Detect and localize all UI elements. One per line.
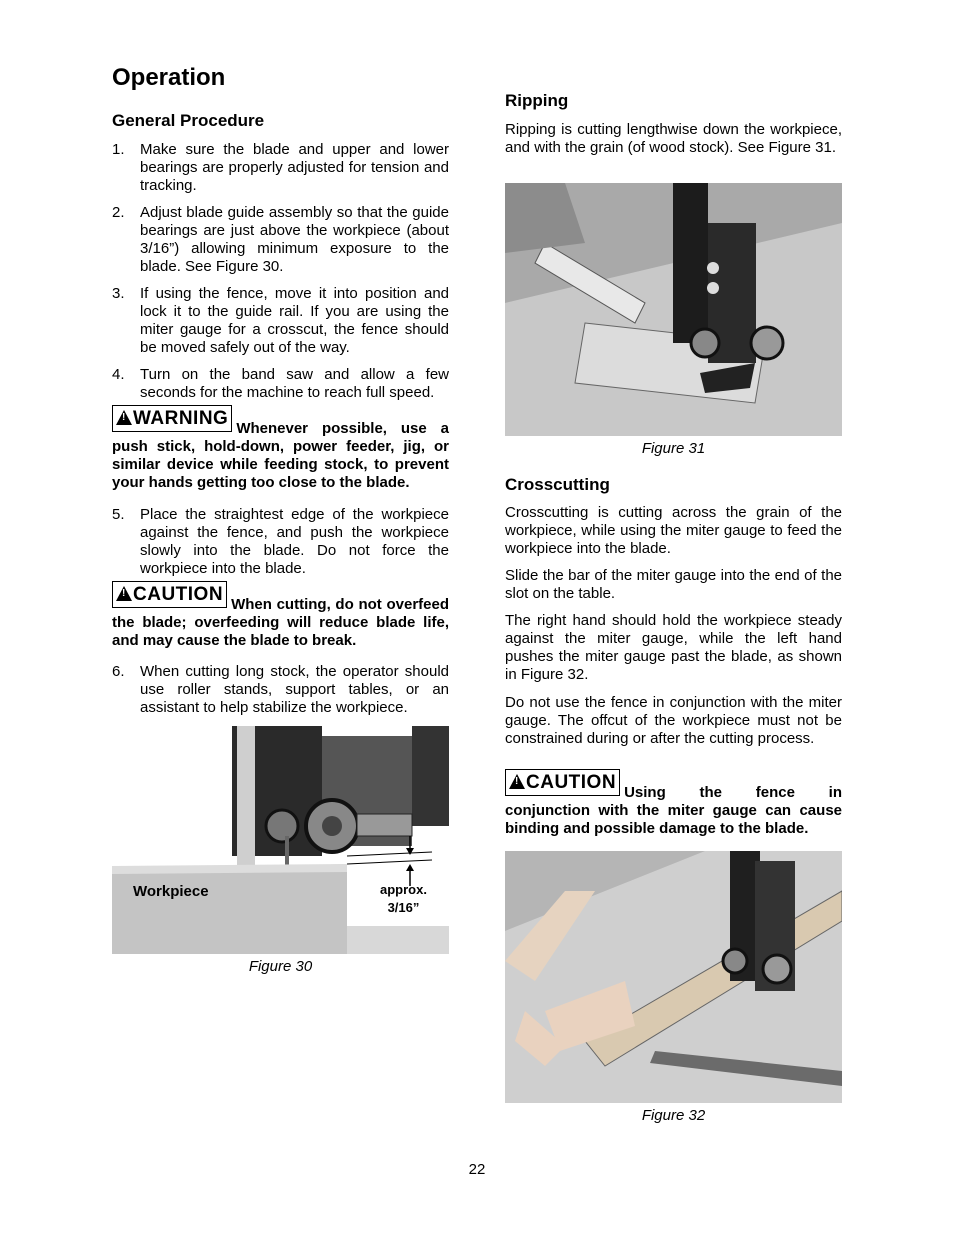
warning-badge: ! WARNING [112,405,232,432]
step-number: 4. [112,366,125,383]
caution-notice-right [505,772,842,838]
figure-32-photo [505,851,842,1103]
step-5 [112,506,449,578]
warning-triangle-icon: ! [509,774,525,789]
warning-notice [112,408,449,492]
ripping-illustration [505,183,842,436]
crosscutting-paragraph-3: The right hand should hold the workpiece steady against the miter gauge, while the left hand pushes the miter gauge past the blade, as shown in Figure 32. [505,612,842,683]
figure-31-caption: Figure 31 [641,440,706,457]
caution-notice-left [112,584,449,650]
figure-31-photo [505,183,842,436]
page-number: 22 [468,1161,486,1178]
step-3 [112,285,449,357]
step-text: Place the straightest edge of the workpiece against the fence, and push the workpiece slowly into the blade. Do not force the workpiece into the blade. [140,506,449,577]
step-number: 3. [112,285,125,302]
warning-text: Whenever possible, use a push stick, hold-down, power feeder, jig, or similar device while feeding stock, to prevent your hands getting too close to the blade. [112,420,449,491]
caution-text: When cutting, do not overfeed the blade; overfeeding will reduce blade life, and may cause the blade to break. [112,596,449,649]
ripping-heading: Ripping [505,91,569,110]
figure-32-caption: Figure 32 [641,1107,706,1124]
step-number: 5. [112,506,125,523]
warning-triangle-icon: ! [116,586,132,601]
caution-badge: ! CAUTION [112,581,227,608]
figure-30-caption: Figure 30 [248,958,313,975]
step-text: Make sure the blade and upper and lower bearings are properly adjusted for tension and tracking. [140,141,449,194]
crosscutting-paragraph-1: Crosscutting is cutting across the grain of the workpiece, while using the miter gauge to feed the workpiece into the blade. [505,504,842,557]
step-text: Adjust blade guide assembly so that the guide bearings are just above the workpiece (about 3/16”) allowing minimum exposure to the blade. See Figure 30. [140,204,449,275]
crosscutting-illustration [505,851,842,1103]
caution-badge: ! CAUTION [505,769,620,796]
step-number: 1. [112,141,125,158]
step-number: 6. [112,663,125,680]
ripping-paragraph: Ripping is cutting lengthwise down the workpiece, and with the grain (of wood stock). See Figure 31. [505,121,842,156]
step-text: When cutting long stock, the operator should use roller stands, support tables, or an assistant to help stabilize the workpiece. [140,663,449,716]
caution-text: Using the fence in conjunction with the miter gauge can cause binding and possible damage to the blade. [505,784,842,837]
crosscutting-paragraph-2: Slide the bar of the miter gauge into the end of the slot on the table. [505,567,842,602]
approx-label: approx. 3/16” [380,882,427,915]
crosscutting-paragraph-4: Do not use the fence in conjunction with the miter gauge. The offcut of the workpiece must not be constrained during or after the cutting process. [505,694,842,747]
general-procedure-heading: General Procedure [112,111,265,130]
figure-30-photo [112,726,449,954]
step-text: Turn on the band saw and allow a few seconds for the machine to reach full speed. [140,366,449,401]
step-4 [112,366,449,402]
page-title: Operation [112,64,226,91]
step-6 [112,663,449,717]
step-2 [112,204,449,276]
warning-triangle-icon: ! [116,410,132,425]
band-saw-guide-illustration [112,726,449,954]
step-number: 2. [112,204,125,221]
crosscutting-heading: Crosscutting [505,475,610,494]
step-1 [112,141,449,195]
step-text: If using the fence, move it into position and lock it to the guide rail. If you are using the miter gauge for a crosscut, the fence should be moved safely out of the way. [140,285,449,356]
workpiece-label: Workpiece [133,883,209,900]
